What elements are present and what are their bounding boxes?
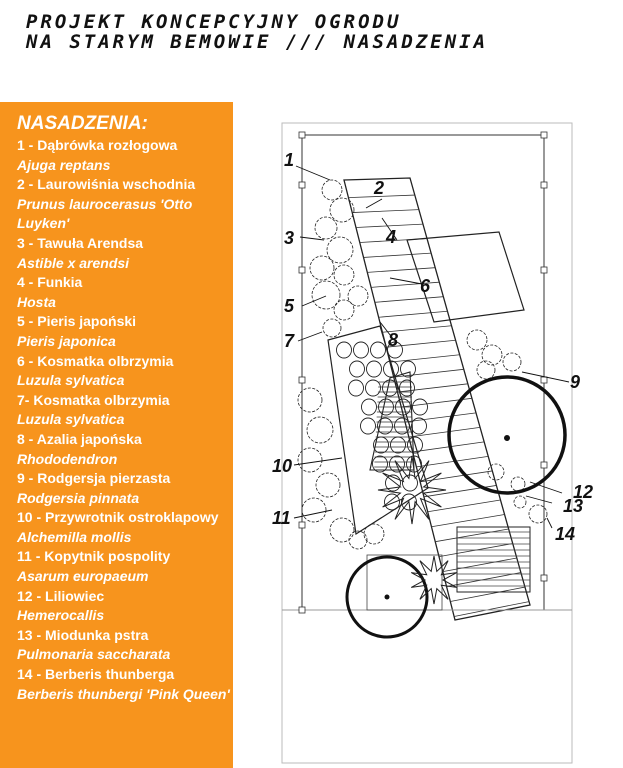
stepping-stone — [385, 494, 400, 510]
plant-legend — [17, 112, 232, 704]
legend-item — [17, 469, 232, 508]
legend-item-polish: 13 - Miodunka pstra — [17, 626, 149, 643]
deck-slat — [375, 297, 444, 303]
deck-slat — [443, 558, 517, 572]
legend-item-latin: Astible x arendsi — [17, 254, 130, 271]
legend-item-polish: 1 - Dąbrówka rozłogowa — [17, 137, 178, 153]
deck-slat — [364, 253, 432, 257]
stepping-stone — [337, 342, 352, 358]
stepping-stone — [391, 437, 406, 453]
deck-slat — [398, 384, 468, 392]
legend-item-latin: Hosta — [17, 293, 56, 310]
plan-label-12: 12 — [573, 482, 594, 502]
legend-item-latin: Hemerocallis — [17, 607, 105, 624]
title-line-1: PROJEKT KONCEPCYJNY OGRODU — [26, 11, 402, 33]
plan-label-10: 10 — [272, 456, 293, 476]
legend-heading: NASADZENIA: — [17, 113, 148, 134]
fence-post — [541, 377, 547, 383]
legend-item-polish: 14 - Berberis thunberga — [17, 666, 175, 683]
shrub — [323, 319, 341, 337]
plan-label-2: 2 — [374, 178, 385, 198]
stepping-stone — [349, 380, 364, 396]
stepping-stone — [395, 418, 410, 434]
shrub — [482, 345, 502, 365]
plan-label-9: 9 — [570, 372, 581, 392]
fence-post — [541, 575, 547, 581]
legend-item-polish: 12 - Liliowiec — [17, 587, 105, 604]
deck-slat — [409, 427, 480, 437]
shrub — [316, 473, 340, 497]
title-line-2: NA STARYM BEMOWIE /// NASADZENIA — [26, 31, 489, 53]
legend-item — [17, 391, 232, 430]
shrub — [327, 237, 353, 263]
fence-post — [541, 267, 547, 273]
legend-item-latin: Prunus laurocerasus 'Otto Luyken' — [17, 195, 193, 232]
plot-outline — [282, 123, 572, 763]
deck-slat — [435, 529, 508, 542]
legend-item-latin: Asarum europaeum — [17, 568, 149, 585]
legend-item-polish: 8 - Azalia japońska — [17, 430, 142, 447]
shrub — [330, 198, 354, 222]
stones — [337, 342, 428, 510]
plan-label-11: 11 — [272, 508, 291, 528]
shrub — [334, 265, 354, 285]
deck-slat — [454, 602, 529, 617]
fence-post — [541, 182, 547, 188]
fence-post — [299, 377, 305, 383]
fence-post — [299, 267, 305, 273]
stepping-stone — [354, 342, 369, 358]
legend-item — [17, 136, 232, 175]
plan-label-14: 14 — [555, 524, 576, 544]
legend-item-polish: 9 - Rodgersja pierzasta — [17, 470, 171, 487]
legend-item-latin: Luzula sylvatica — [17, 372, 125, 389]
legend-item — [17, 175, 232, 234]
fence-post — [299, 182, 305, 188]
decking — [344, 178, 530, 620]
shrub — [467, 330, 487, 350]
legend-item — [17, 508, 232, 547]
shrub — [503, 353, 521, 371]
stepping-stone — [362, 399, 377, 415]
legend-item-polish: 2 - Laurowiśnia wschodnia — [17, 176, 196, 193]
plan-label-13: 13 — [563, 496, 584, 516]
plan-label-6: 6 — [420, 276, 431, 296]
stepping-stone — [383, 380, 398, 396]
plan-label-4: 4 — [386, 227, 397, 247]
legend-item-polish: 4 - Funkia — [17, 274, 83, 291]
shrub — [307, 417, 333, 443]
legend-item — [17, 234, 232, 273]
stepping-stone — [366, 380, 381, 396]
legend-item-latin: Luzula sylvatica — [17, 411, 125, 428]
page-title — [26, 12, 616, 52]
legend-item-polish: 10 - Przywrotnik ostroklapowy — [17, 509, 219, 526]
legend-item-latin: Berberis thunbergi 'Pink Queen' — [17, 685, 230, 702]
shrub — [310, 256, 334, 280]
legend-item — [17, 430, 232, 469]
deck-slat — [450, 587, 525, 601]
legend-item-latin: Ajuga reptans — [17, 156, 111, 173]
legend-item-latin: Rhododendron — [17, 450, 118, 467]
shrub — [514, 496, 526, 508]
legend-item-polish: 11 - Kopytnik pospolity — [17, 548, 171, 565]
fence-post — [541, 462, 547, 468]
legend-list — [17, 136, 232, 704]
legend-item-polish: 5 - Pieris japoński — [17, 313, 137, 330]
shrub — [477, 361, 495, 379]
deck-slat — [405, 413, 476, 422]
shrub — [330, 518, 354, 542]
plan-label-5: 5 — [284, 296, 295, 316]
deck-slat — [379, 311, 448, 317]
fence-post — [299, 522, 305, 528]
stepping-stone — [371, 342, 386, 358]
fence-post — [299, 607, 305, 613]
shrub — [315, 217, 337, 239]
legend-item-latin: Rodgersia pinnata — [17, 489, 140, 506]
stepping-stone — [350, 361, 365, 377]
legend-item — [17, 626, 232, 665]
legend-item — [17, 312, 232, 351]
legend-item-polish: 3 - Tawuła Arendsa — [17, 234, 144, 251]
shrub — [302, 498, 326, 522]
stepping-stone — [367, 361, 382, 377]
plan-label-3: 3 — [284, 228, 295, 248]
legend-item-polish: 7- Kosmatka olbrzymia — [17, 391, 170, 408]
deck-slat — [352, 210, 419, 213]
legend-item-polish: 6 - Kosmatka olbrzymia — [17, 352, 174, 369]
fence-outline — [302, 135, 544, 610]
legend-item — [17, 273, 232, 312]
deck-slat — [420, 471, 492, 482]
shrub — [511, 477, 525, 491]
stepping-stone — [400, 380, 415, 396]
stepping-stone — [413, 399, 428, 415]
legend-item-latin: Pulmonaria saccharata — [17, 646, 171, 663]
shrub — [348, 286, 368, 306]
legend-item-latin: Alchemilla mollis — [17, 528, 132, 545]
deck-slat — [447, 573, 521, 587]
fence-post — [299, 132, 305, 138]
shrub — [322, 180, 342, 200]
plan-label-7: 7 — [284, 331, 295, 351]
deck-slat — [367, 268, 435, 273]
legend-item — [17, 665, 232, 704]
legend-item — [17, 547, 232, 586]
star-plant-2 — [411, 556, 457, 604]
deck-slat — [431, 514, 504, 526]
plan-label-1: 1 — [284, 150, 295, 170]
stepping-stone — [361, 418, 376, 434]
garden-plan — [262, 100, 594, 768]
plan-label-8: 8 — [388, 330, 399, 350]
legend-item — [17, 352, 232, 391]
legend-item — [17, 587, 232, 626]
fence-post — [541, 132, 547, 138]
legend-item-latin: Pieris japonica — [17, 332, 116, 349]
